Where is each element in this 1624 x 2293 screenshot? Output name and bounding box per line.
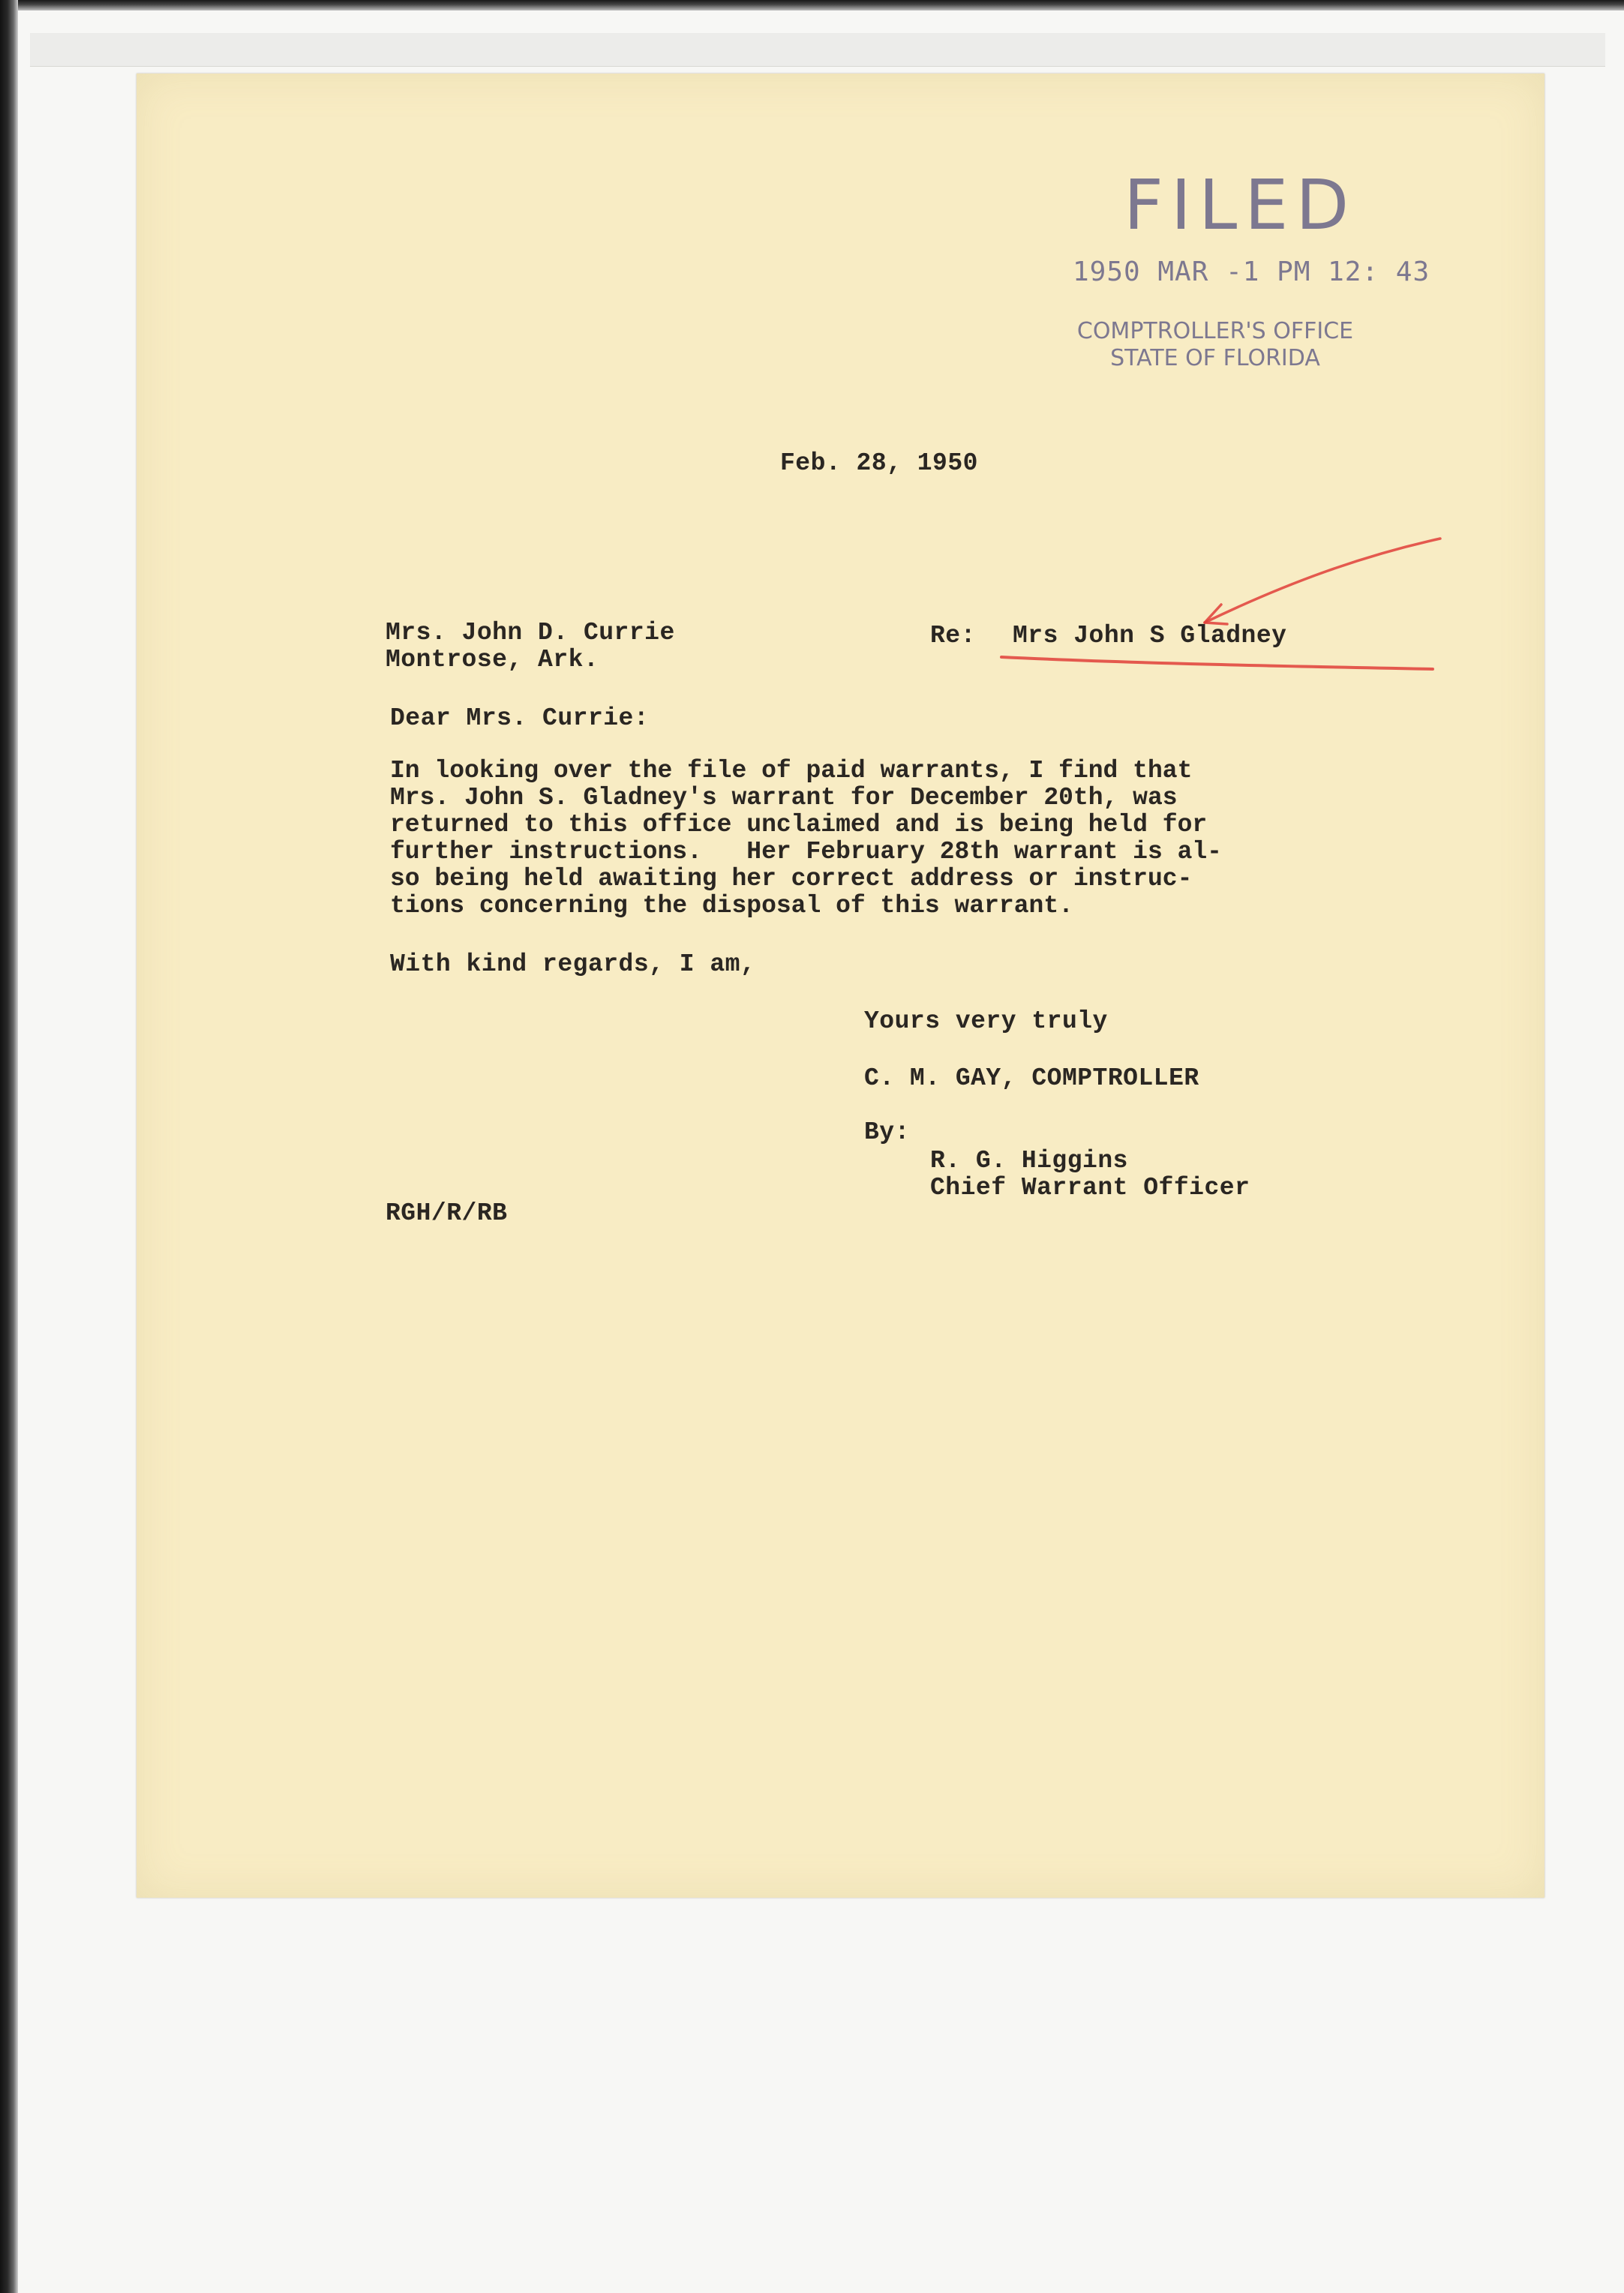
body-line: so being held awaiting her correct address or instruc- <box>390 865 1193 893</box>
by-label: By: <box>864 1118 910 1146</box>
signer-name: R. G. Higgins <box>930 1147 1128 1175</box>
filed-stamp: FILED <box>1124 165 1357 245</box>
body-line: Mrs. John S. Gladney's warrant for December 20th, was <box>390 784 1178 812</box>
body-line: In looking over the file of paid warrants, I find that <box>390 757 1193 785</box>
red-underline <box>1001 657 1433 669</box>
recipient-name: Mrs. John D. Currie <box>386 619 675 647</box>
re-label: Re: <box>930 622 976 650</box>
recipient-city: Montrose, Ark. <box>386 646 599 674</box>
red-arrow-line <box>1205 539 1440 623</box>
letter-body <box>390 758 1222 920</box>
filed-stamp-datetime: 1950 MAR -1 PM 12: 43 <box>1073 257 1430 287</box>
filed-stamp-office-line1: COMPTROLLER'S OFFICE <box>1076 318 1354 344</box>
closing: With kind regards, I am, <box>390 950 756 978</box>
letter-date: Feb. 28, 1950 <box>780 449 978 477</box>
body-line: further instructions. Her February 28th warrant is al- <box>390 838 1222 866</box>
sign-off: Yours very truly <box>864 1007 1108 1035</box>
signer-org: C. M. GAY, COMPTROLLER <box>864 1064 1199 1092</box>
salutation: Dear Mrs. Currie: <box>390 704 650 732</box>
filed-stamp-office-line2: STATE OF FLORIDA <box>1110 345 1320 371</box>
reference-initials: RGH/R/RB <box>386 1199 508 1227</box>
body-line: tions concerning the disposal of this warrant. <box>390 892 1073 920</box>
signer-title: Chief Warrant Officer <box>930 1174 1250 1202</box>
body-line: returned to this office unclaimed and is being held for <box>390 811 1208 839</box>
re-value: Mrs John S Gladney <box>1013 622 1287 650</box>
